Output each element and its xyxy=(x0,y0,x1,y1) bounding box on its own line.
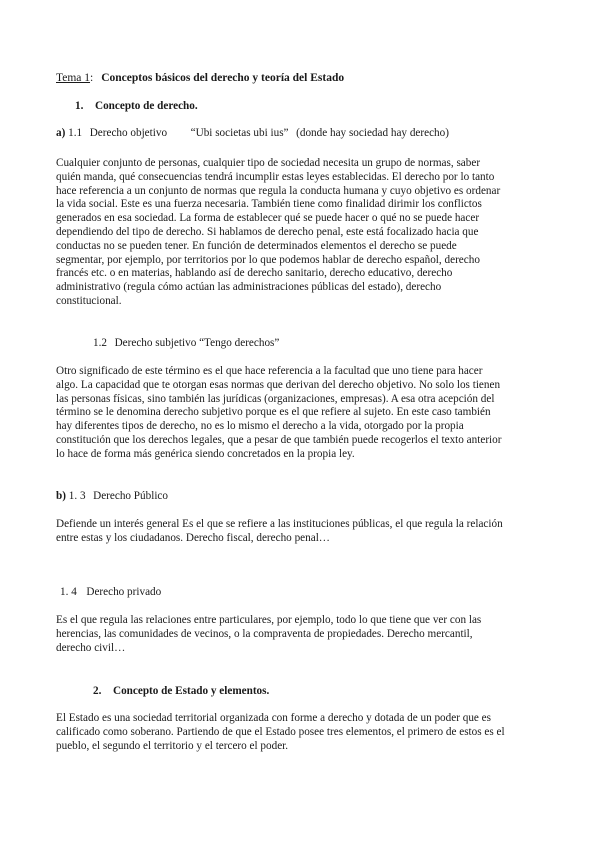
paragraph-line: Cualquier conjunto de personas, cualquier tipo de sociedad necesita un grupo de normas, saber xyxy=(56,157,481,169)
paragraph-line: francés etc. o en materias, hablando así de derecho sanitario, derecho educativo, derecho xyxy=(56,267,453,280)
paragraph-1-3 xyxy=(56,518,546,546)
tema-label: Tema 1 xyxy=(56,72,91,84)
paragraph-line: lo hace de forma más genérica siendo concretados en la propia ley. xyxy=(56,447,355,460)
section-2-title: Concepto de Estado y elementos. xyxy=(113,685,270,697)
subsection-1-1-note: (donde hay sociedad hay derecho) xyxy=(296,127,449,139)
subsection-1-1-quote: “Ubi societas ubi ius” xyxy=(190,127,289,139)
section-1-heading xyxy=(75,99,198,113)
paragraph-2 xyxy=(56,712,546,753)
paragraph-line: término se le denomina derecho subjetivo porque es el que refiere al sujeto. En este caso también xyxy=(56,406,491,419)
section-1-title: Concepto de derecho. xyxy=(95,100,198,112)
paragraph-1-1 xyxy=(56,157,546,309)
section-1-number: 1. xyxy=(75,100,84,112)
paragraph-line: hace referencia a un conjunto de normas que regula la conducta humana y cuyo objetivo es ordenar xyxy=(56,184,501,197)
title-heading: Conceptos básicos del derecho y teoría del Estado xyxy=(101,72,345,84)
paragraph-line: administrativo (regula cómo actúan las administraciones públicas del estado), derecho xyxy=(56,281,442,294)
subsection-1-4-number: 1. 4 xyxy=(60,586,77,598)
paragraph-line: algo. La capacidad que te otorgan esas normas que derivan del derecho objetivo. No solo los tienen xyxy=(56,378,501,391)
subsection-1-1-label: Derecho objetivo xyxy=(89,127,168,139)
paragraph-line: constitucional. xyxy=(56,294,122,307)
paragraph-1-2 xyxy=(56,365,546,462)
subsection-1-3-number: 1. 3 xyxy=(68,490,86,502)
paragraph-line: Otro significado de este término es el que hace referencia a la facultad que uno tiene para hacer xyxy=(56,365,483,377)
paragraph-line: segmentar, por ejemplo, por territorios por lo que podemos hablar de derecho español, derecho xyxy=(56,253,480,266)
paragraph-line: las personas físicas, sino también las jurídicas (organizaciones, empresas). A esa otra acepción del xyxy=(56,392,495,405)
paragraph-line: herencias, las comunidades de vecinos, o la compraventa de propiedades. Derecho mercantil, xyxy=(56,627,473,640)
paragraph-line: entre estas y los ciudadanos. Derecho fiscal, derecho penal… xyxy=(56,531,330,544)
title-colon: : xyxy=(90,72,94,84)
paragraph-line: pueblo, el segundo el territorio y el tercero el poder. xyxy=(56,739,289,752)
paragraph-line: Es el que regula las relaciones entre particulares, por ejemplo, todo lo que tiene que ver con las xyxy=(56,614,482,626)
paragraph-line: constitución que los derechos legales, que a pesar de que también puede recogerlos el texto anterior xyxy=(56,433,502,446)
subsection-1-3-label: Derecho Público xyxy=(93,490,168,502)
paragraph-line: calificado como soberano. Partiendo de que el Estado posee tres elementos, el primero de estos es el xyxy=(56,725,505,738)
subsection-letter-a: a) xyxy=(56,127,66,139)
paragraph-line: derecho civil… xyxy=(56,641,126,654)
subsection-1-4-label: Derecho privado xyxy=(86,586,162,598)
subsection-1-1-number: 1.1 xyxy=(68,127,83,139)
subsection-1-1-heading xyxy=(56,126,449,140)
paragraph-1-4 xyxy=(56,614,546,655)
section-2-heading xyxy=(93,684,269,698)
paragraph-line: conductas no se pueden tener. En función de determinados elementos el derecho se puede xyxy=(56,239,457,252)
document-title xyxy=(56,71,344,85)
paragraph-line: dependiendo del tipo de derecho. Si hablamos de derecho penal, este está focalizado hacia que xyxy=(56,225,479,238)
paragraph-line: quién manda, qué consecuencias tendrá incumplir estas leyes establecidas. El derecho por lo tanto xyxy=(56,170,495,183)
subsection-1-4-heading xyxy=(60,585,161,599)
section-2-number: 2. xyxy=(93,685,102,697)
paragraph-line: Defiende un interés general Es el que se refiere a las instituciones públicas, el que regula la relación xyxy=(56,518,503,530)
subsection-letter-b: b) xyxy=(56,490,66,502)
paragraph-line: la vida social. Este es una fuerza necesaria. También tiene como finalidad dirimir los conflictos xyxy=(56,198,482,211)
subsection-1-3-heading xyxy=(56,489,168,503)
paragraph-line: El Estado es una sociedad territorial organizada con forme a derecho y dotada de un poder que es xyxy=(56,712,492,724)
subsection-1-2-number: 1.2 xyxy=(93,337,107,349)
subsection-1-2-heading xyxy=(93,336,279,350)
paragraph-line: generados en esa sociedad. La forma de establecer qué se puede hacer o qué no se puede hacer xyxy=(56,212,480,225)
subsection-1-2-label: Derecho subjetivo “Tengo derechos” xyxy=(114,337,280,349)
paragraph-line: hay diferentes tipos de derecho, no es lo mismo el derecho a la vida, otorgado por la propia xyxy=(56,420,464,433)
